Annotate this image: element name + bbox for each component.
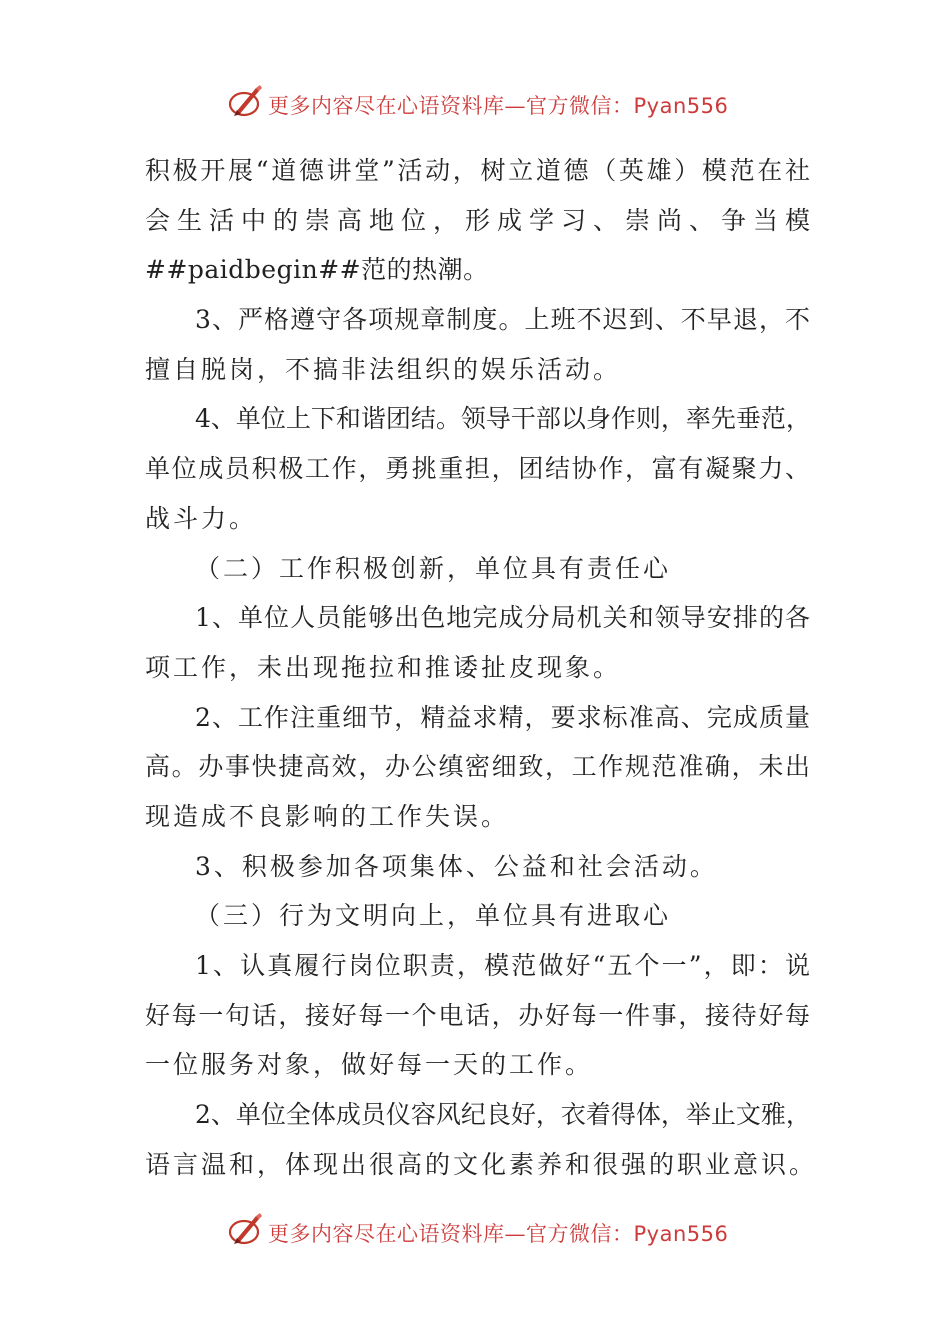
text-line: 一位服务对象，做好每一天的工作。	[145, 1050, 594, 1080]
text-line: 1、单位人员能够出色地完成分局机关和领导安排的各	[195, 603, 810, 633]
section-heading: （三）行为文明向上，单位具有进取心	[195, 901, 672, 931]
text-line: 语言温和，体现出很高的文化素养和很强的职业意识。	[145, 1149, 818, 1179]
banner-dash: —	[504, 1222, 526, 1246]
text-line: 高。办事快捷高效，办公缜密细致，工作规范准确，未出	[145, 752, 810, 782]
banner-dash: —	[504, 94, 526, 118]
banner-text	[268, 1218, 728, 1248]
section-heading: （二）工作积极创新，单位具有责任心	[195, 553, 672, 583]
text-line: 项工作，未出现拖拉和推诿扯皮现象。	[145, 652, 622, 682]
text-line: 战斗力。	[145, 503, 258, 533]
text-line: 好每一句话，接好每一个电话，办好每一件事，接待好每	[145, 1000, 810, 1030]
text-line: 会生活中的崇高地位，形成学习、崇尚、争当模	[145, 205, 810, 235]
banner-wechat-label: 官方微信：	[526, 94, 634, 118]
text-line: 现造成不良影响的工作失误。	[145, 801, 510, 831]
banner-text	[268, 90, 728, 120]
text-line: 单位成员积极工作，勇挑重担，团结协作，富有凝聚力、	[145, 454, 810, 484]
header-banner	[0, 78, 950, 128]
text-line: 积极开展“道德讲堂”活动，树立道德（英雄）模范在社	[145, 156, 810, 185]
banner-site-text: 更多内容尽在心语资料库	[268, 94, 505, 118]
text-line: 2、单位全体成员仪容风纪良好，衣着得体，举止文雅，	[195, 1100, 811, 1130]
text-line: 1、认真履行岗位职责，模范做好“五个一”，即：说	[195, 951, 810, 980]
text-line: 4、单位上下和谐团结。领导干部以身作则，率先垂范，	[195, 404, 811, 434]
document-body	[145, 146, 818, 1189]
text-line: ##paidbegin##范的热潮。	[145, 255, 489, 285]
text-line: 3、积极参加各项集体、公益和社会活动。	[195, 851, 718, 881]
text-line: 擅自脱岗，不搞非法组织的娱乐活动。	[145, 354, 622, 384]
banner-account: Pyan556	[633, 1222, 729, 1246]
banner-site-text: 更多内容尽在心语资料库	[268, 1222, 505, 1246]
footer-banner	[0, 1206, 950, 1256]
text-line: 2、工作注重细节，精益求精，要求标准高、完成质量	[195, 702, 810, 732]
banner-account: Pyan556	[633, 94, 729, 118]
pen-logo-icon	[226, 82, 266, 122]
pen-logo-icon	[226, 1210, 266, 1250]
banner-wechat-label: 官方微信：	[526, 1222, 634, 1246]
text-line: 3、严格遵守各项规章制度。上班不迟到、不早退，不	[195, 305, 810, 335]
